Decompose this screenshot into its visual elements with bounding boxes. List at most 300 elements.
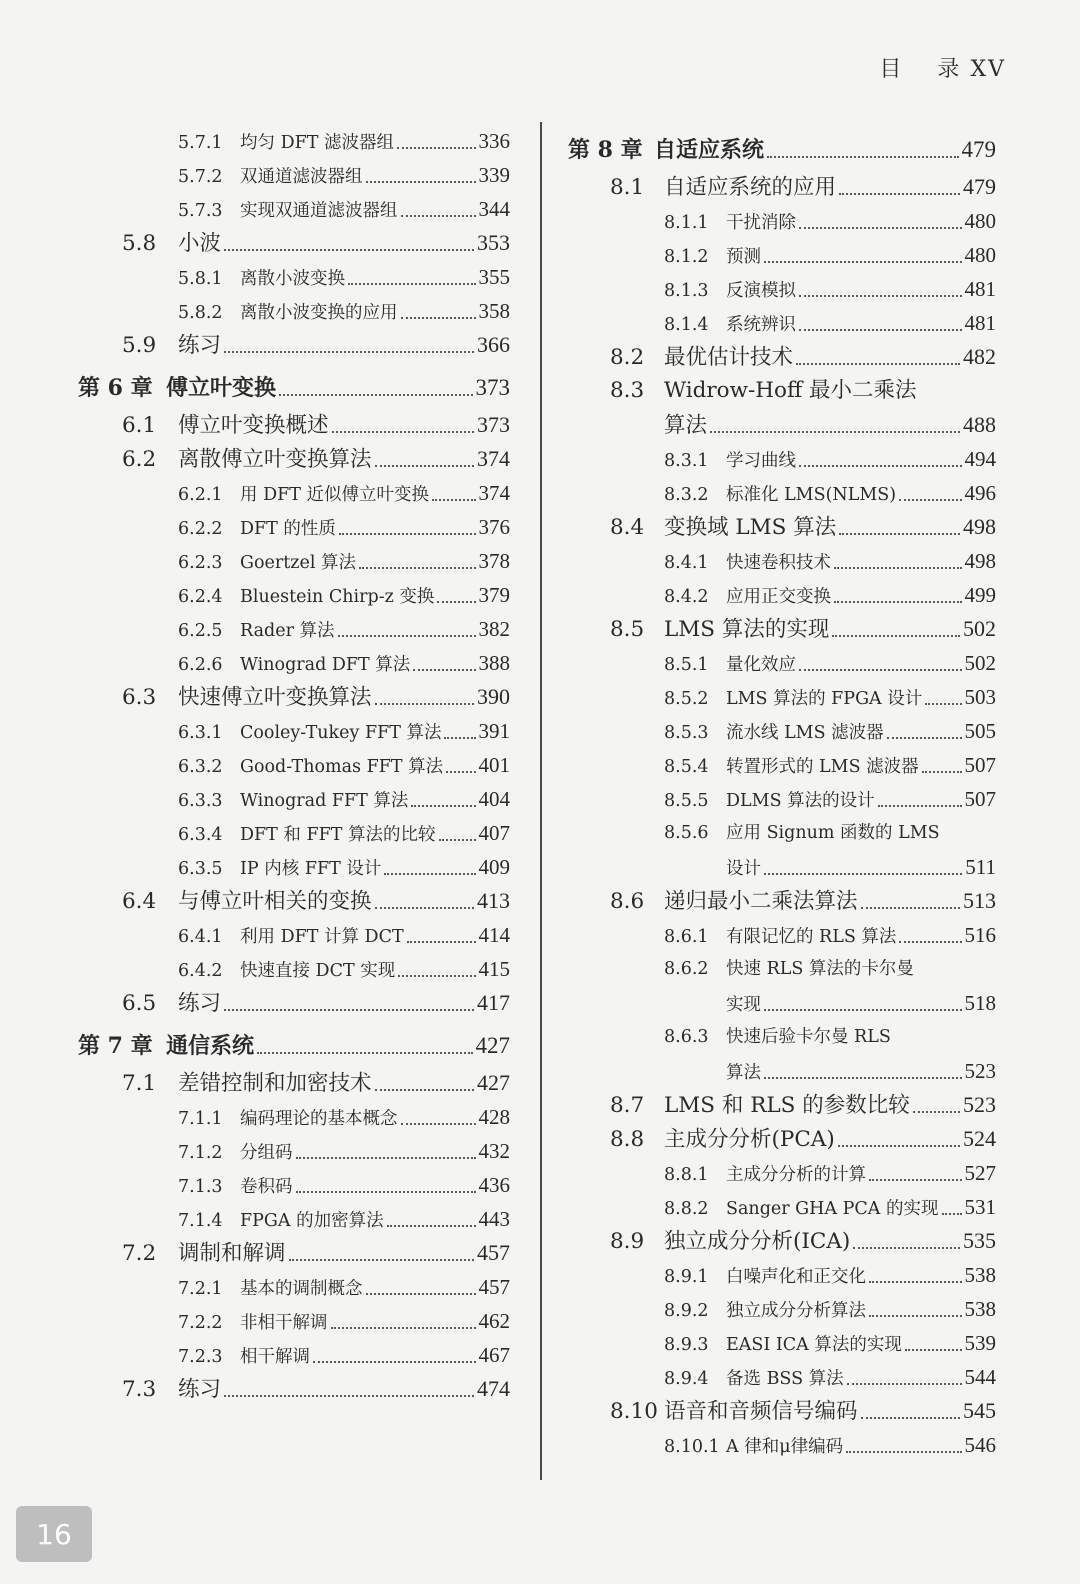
dot-leader — [799, 295, 962, 297]
dot-leader — [413, 669, 475, 671]
toc-entry-title: 标准化 LMS(NLMS) — [726, 485, 897, 505]
toc-entry-title: 卷积码 — [240, 1177, 293, 1197]
toc-entry-page: 443 — [478, 1207, 510, 1231]
dot-leader — [332, 431, 474, 433]
toc-entry-sub — [78, 612, 510, 646]
toc-entry-title: 系统辨识 — [726, 315, 796, 335]
toc-entry-chapter — [78, 1026, 510, 1066]
toc-entry-title: LMS 算法的 FPGA 设计 — [726, 689, 923, 709]
toc-entry-page: 413 — [477, 888, 510, 913]
toc-entry-number: 8.8.1 — [664, 1165, 709, 1185]
dot-leader — [224, 1009, 474, 1011]
toc-entry-chapter — [568, 130, 996, 170]
toc-entry-number: 8.3.2 — [664, 485, 709, 505]
toc-entry-page: 498 — [963, 514, 996, 539]
toc-entry-sub — [78, 1338, 510, 1372]
dot-leader — [942, 1213, 962, 1215]
toc-entry-section — [78, 1372, 510, 1406]
toc-entry-page: 373 — [475, 375, 510, 400]
dot-leader — [838, 1145, 960, 1147]
toc-entry-number: 8.5.6 — [664, 823, 709, 843]
toc-entry-number: 5.7.2 — [178, 167, 223, 187]
toc-entry-page: 518 — [964, 991, 996, 1015]
dot-leader — [861, 1417, 960, 1419]
dot-leader — [432, 499, 476, 501]
toc-entry-number: 6.1 — [122, 413, 157, 438]
toc-entry-number: 5.8 — [122, 231, 157, 256]
toc-entry-title: 与傅立叶相关的变换 — [178, 889, 372, 914]
toc-entry-page: 339 — [478, 163, 510, 187]
toc-entry-number: 8.6 — [610, 889, 645, 914]
toc-entry-page: 474 — [477, 1376, 510, 1401]
dot-leader — [925, 703, 961, 705]
toc-entry-sub — [568, 952, 996, 986]
toc-entry-number: 6.2.2 — [178, 519, 223, 539]
toc-entry-title: Good-Thomas FFT 算法 — [240, 757, 444, 777]
toc-entry-page: 531 — [964, 1195, 996, 1219]
toc-entry-number: 8.6.1 — [664, 927, 709, 947]
dot-leader — [710, 431, 960, 433]
toc-entry-sub — [568, 918, 996, 952]
toc-entry-number: 6.2.1 — [178, 485, 223, 505]
toc-entry-sub — [78, 1134, 510, 1168]
toc-entry-title: 自适应系统 — [654, 137, 765, 163]
toc-entry-number: 8.9 — [610, 1229, 645, 1254]
dot-leader — [224, 249, 474, 251]
toc-entry-number: 6.3.2 — [178, 757, 223, 777]
toc-entry-title: 离散小波变换 — [240, 269, 345, 289]
toc-entry-sub — [568, 476, 996, 510]
toc-entry-title: 白噪声化和正交化 — [726, 1267, 866, 1287]
toc-left-column — [78, 124, 510, 1406]
dot-leader — [887, 737, 962, 739]
toc-entry-number: 6.3.3 — [178, 791, 223, 811]
toc-entry-title: FPGA 的加密算法 — [240, 1211, 384, 1231]
toc-entry-title: 快速 RLS 算法的卡尔曼 — [726, 959, 914, 979]
toc-entry-sub — [568, 1258, 996, 1292]
toc-entry-title: 独立成分分析(ICA) — [664, 1229, 851, 1254]
dot-leader — [799, 465, 962, 467]
toc-entry-page: 524 — [963, 1126, 996, 1151]
toc-entry-sub — [568, 204, 996, 238]
toc-entry-sub — [568, 646, 996, 680]
toc-entry-page: 496 — [964, 481, 996, 505]
dot-leader — [861, 907, 960, 909]
toc-entry-sub — [78, 578, 510, 612]
toc-entry-number: 8.5.5 — [664, 791, 709, 811]
dot-leader — [407, 941, 476, 943]
toc-entry-title-cont: 算法 — [664, 413, 708, 438]
toc-entry-title: 语音和音频信号编码 — [664, 1399, 858, 1424]
toc-entry-number: 8.1.2 — [664, 247, 709, 267]
toc-entry-page: 481 — [964, 311, 996, 335]
dot-leader — [331, 1327, 476, 1329]
toc-entry-title: 主成分分析(PCA) — [664, 1127, 835, 1152]
toc-entry-title: 傅立叶变换 — [166, 375, 277, 401]
toc-entry-title: Widrow-Hoff 最小二乘法 — [664, 378, 917, 403]
toc-entry-title: LMS 算法的实现 — [664, 617, 830, 642]
toc-entry-sub — [568, 816, 996, 850]
toc-entry-number: 8.9.4 — [664, 1369, 709, 1389]
dot-leader — [446, 771, 475, 773]
toc-entry-section — [568, 1122, 996, 1156]
toc-entry-sub — [568, 680, 996, 714]
toc-entry-sub — [78, 748, 510, 782]
toc-entry-page: 502 — [963, 616, 996, 641]
dot-leader — [384, 873, 475, 875]
toc-entry-number: 8.6.3 — [664, 1027, 709, 1047]
dot-leader — [401, 1123, 476, 1125]
toc-entry-sub — [568, 238, 996, 272]
toc-entry-section — [78, 986, 510, 1020]
toc-entry-title: 实现双通道滤波器组 — [240, 201, 398, 221]
toc-entry-title: 快速卷积技术 — [726, 553, 831, 573]
toc-entry-page: 462 — [478, 1309, 510, 1333]
toc-entry-sub — [78, 918, 510, 952]
toc-entry-title: 快速直接 DCT 实现 — [240, 961, 396, 981]
toc-entry-sub — [568, 1360, 996, 1394]
toc-entry-page: 374 — [478, 481, 510, 505]
toc-entry-number: 8.9.2 — [664, 1301, 709, 1321]
toc-entry-title: 练习 — [178, 1377, 222, 1402]
toc-entry-number: 8.5.4 — [664, 757, 709, 777]
toc-entry-page: 499 — [964, 583, 996, 607]
toc-entry-title: 学习曲线 — [726, 451, 796, 471]
dot-leader — [839, 533, 960, 535]
toc-entry-title: Rader 算法 — [240, 621, 335, 641]
dot-leader — [397, 147, 476, 149]
toc-entry-title: A 律和μ律编码 — [726, 1437, 844, 1457]
toc-entry-number: 6.2 — [122, 447, 157, 472]
toc-entry-title: 变换域 LMS 算法 — [664, 515, 837, 540]
toc-entry-title-cont: 实现 — [726, 995, 761, 1015]
dot-leader — [375, 703, 474, 705]
dot-leader — [339, 533, 476, 535]
toc-entry-title: Bluestein Chirp-z 变换 — [240, 587, 435, 607]
toc-entry-section — [78, 408, 510, 442]
toc-entry-page: 366 — [477, 332, 510, 357]
toc-entry-title: Winograd FFT 算法 — [240, 791, 409, 811]
toc-entry-sub — [78, 1304, 510, 1338]
toc-entry-page: 507 — [964, 753, 996, 777]
toc-entry-number: 8.1.4 — [664, 315, 709, 335]
dot-leader — [839, 193, 960, 195]
toc-entry-number: 8.8.2 — [664, 1199, 709, 1219]
toc-entry-section — [568, 170, 996, 204]
dot-leader — [366, 181, 476, 183]
toc-entry-page: 427 — [477, 1070, 510, 1095]
toc-entry-sub — [78, 646, 510, 680]
toc-entry-page: 404 — [478, 787, 510, 811]
dot-leader — [401, 317, 476, 319]
toc-entry-page: 538 — [964, 1263, 996, 1287]
toc-entry-number: 8.5.2 — [664, 689, 709, 709]
running-head-part2: 录 — [937, 57, 962, 82]
toc-entry-title: 快速傅立叶变换算法 — [178, 685, 372, 710]
dot-leader — [869, 1179, 962, 1181]
toc-entry-number: 8.3.1 — [664, 451, 709, 471]
toc-entry-section — [78, 680, 510, 714]
toc-entry-continuation — [568, 850, 996, 884]
toc-entry-page: 407 — [478, 821, 510, 845]
toc-entry-sub — [568, 544, 996, 578]
toc-entry-chapter — [78, 368, 510, 408]
toc-entry-title: LMS 和 RLS 的参数比较 — [664, 1093, 910, 1118]
toc-entry-section — [78, 442, 510, 476]
dot-leader — [439, 839, 476, 841]
toc-entry-page: 546 — [964, 1433, 996, 1457]
toc-entry-title: 非相干解调 — [240, 1313, 328, 1333]
dot-leader — [411, 805, 475, 807]
toc-entry-title: 分组码 — [240, 1143, 293, 1163]
toc-entry-number: 8.6.2 — [664, 959, 709, 979]
toc-entry-number: 6.3 — [122, 685, 157, 710]
toc-entry-title: 差错控制和加密技术 — [178, 1071, 372, 1096]
toc-entry-title: 快速后验卡尔曼 RLS — [726, 1027, 891, 1047]
toc-entry-sub — [568, 1190, 996, 1224]
toc-entry-title: DLMS 算法的设计 — [726, 791, 875, 811]
dot-leader — [764, 1077, 962, 1079]
toc-entry-title: 流水线 LMS 滤波器 — [726, 723, 884, 743]
toc-entry-number: 5.9 — [122, 333, 157, 358]
toc-entry-page: 467 — [478, 1343, 510, 1367]
toc-entry-title: 基本的调制概念 — [240, 1279, 363, 1299]
toc-entry-page: 428 — [478, 1105, 510, 1129]
toc-entry-sub — [78, 294, 510, 328]
toc-entry-number: 7.1.2 — [178, 1143, 223, 1163]
toc-entry-number: 6.3.1 — [178, 723, 223, 743]
dot-leader — [398, 975, 475, 977]
toc-entry-number: 6.4 — [122, 889, 157, 914]
toc-entry-page: 379 — [478, 583, 510, 607]
toc-entry-title: 编码理论的基本概念 — [240, 1109, 398, 1129]
toc-entry-sub — [78, 510, 510, 544]
dot-leader — [869, 1315, 962, 1317]
toc-entry-sub — [78, 544, 510, 578]
toc-entry-number: 8.10 — [610, 1399, 658, 1424]
toc-entry-sub — [568, 1020, 996, 1054]
toc-entry-title: IP 内核 FFT 设计 — [240, 859, 382, 879]
toc-entry-sub — [568, 1292, 996, 1326]
toc-entry-number: 7.1.3 — [178, 1177, 223, 1197]
toc-entry-title: 用 DFT 近似傅立叶变换 — [240, 485, 429, 505]
toc-entry-number: 8.1.1 — [664, 213, 709, 233]
toc-entry-title: 练习 — [178, 991, 222, 1016]
column-divider — [540, 122, 542, 1480]
dot-leader — [375, 1089, 474, 1091]
toc-entry-sub — [568, 714, 996, 748]
toc-entry-sub — [568, 306, 996, 340]
dot-leader — [847, 1383, 962, 1385]
toc-entry-page: 480 — [964, 209, 996, 233]
toc-entry-title: 离散小波变换的应用 — [240, 303, 398, 323]
toc-entry-page: 388 — [478, 651, 510, 675]
toc-entry-sub — [568, 1326, 996, 1360]
toc-entry-number: 第 6 章 — [78, 375, 153, 401]
dot-leader — [799, 227, 962, 229]
toc-entry-page: 481 — [964, 277, 996, 301]
toc-entry-title: 应用正交变换 — [726, 587, 831, 607]
toc-entry-title: DFT 的性质 — [240, 519, 336, 539]
toc-entry-page: 511 — [965, 855, 996, 879]
toc-entry-section — [568, 340, 996, 374]
toc-entry-number: 第 8 章 — [568, 137, 643, 163]
dot-leader — [834, 601, 962, 603]
dot-leader — [899, 499, 961, 501]
toc-entry-page: 409 — [478, 855, 510, 879]
dot-leader — [375, 465, 474, 467]
toc-entry-number: 8.7 — [610, 1093, 645, 1118]
dot-leader — [296, 1191, 476, 1193]
toc-entry-page: 503 — [964, 685, 996, 709]
toc-entry-number: 6.5 — [122, 991, 157, 1016]
toc-entry-sub — [78, 1168, 510, 1202]
toc-entry-page: 355 — [478, 265, 510, 289]
dot-leader — [375, 907, 474, 909]
toc-entry-number: 5.8.2 — [178, 303, 223, 323]
toc-entry-page: 391 — [478, 719, 510, 743]
toc-entry-sub — [78, 260, 510, 294]
toc-entry-title: Goertzel 算法 — [240, 553, 357, 573]
toc-entry-page: 457 — [478, 1275, 510, 1299]
toc-entry-number: 6.2.4 — [178, 587, 223, 607]
toc-entry-title-cont: 设计 — [726, 859, 761, 879]
dot-leader — [289, 1259, 474, 1261]
toc-entry-section — [78, 328, 510, 362]
toc-entry-page: 523 — [964, 1059, 996, 1083]
toc-entry-page: 539 — [964, 1331, 996, 1355]
toc-entry-title: 自适应系统的应用 — [664, 175, 837, 200]
toc-entry-number: 6.3.5 — [178, 859, 223, 879]
toc-entry-section — [78, 226, 510, 260]
toc-entry-page: 358 — [478, 299, 510, 323]
toc-entry-title: 独立成分分析算法 — [726, 1301, 866, 1321]
toc-entry-page: 378 — [478, 549, 510, 573]
dot-leader — [296, 1157, 476, 1159]
dot-leader — [853, 1247, 960, 1249]
toc-entry-number: 5.7.3 — [178, 201, 223, 221]
toc-entry-title: 转置形式的 LMS 滤波器 — [726, 757, 919, 777]
toc-entry-number: 7.2.1 — [178, 1279, 223, 1299]
toc-entry-sub — [568, 578, 996, 612]
dot-leader — [905, 1349, 962, 1351]
toc-entry-sub — [78, 782, 510, 816]
toc-entry-page: 401 — [478, 753, 510, 777]
toc-entry-number: 8.1 — [610, 175, 645, 200]
toc-entry-title: 应用 Signum 函数的 LMS — [726, 823, 940, 843]
toc-entry-title: EASI ICA 算法的实现 — [726, 1335, 902, 1355]
toc-entry-title-cont: 算法 — [726, 1063, 761, 1083]
dot-leader — [899, 941, 961, 943]
toc-entry-section — [568, 510, 996, 544]
dot-leader — [799, 669, 962, 671]
toc-entry-page: 523 — [963, 1092, 996, 1117]
toc-entry-sub — [78, 714, 510, 748]
toc-entry-title: 主成分分析的计算 — [726, 1165, 866, 1185]
dot-leader — [348, 283, 476, 285]
toc-entry-page: 482 — [963, 344, 996, 369]
toc-entry-title: 预测 — [726, 247, 761, 267]
toc-entry-page: 390 — [477, 684, 510, 709]
running-head-page: XV — [970, 57, 1006, 82]
toc-entry-section — [78, 1066, 510, 1100]
toc-entry-page: 457 — [477, 1240, 510, 1265]
dot-leader — [767, 156, 958, 158]
toc-entry-number: 6.3.4 — [178, 825, 223, 845]
dot-leader — [764, 1009, 962, 1011]
dot-leader — [799, 329, 962, 331]
dot-leader — [366, 1293, 476, 1295]
toc-entry-title: 离散傅立叶变换算法 — [178, 447, 372, 472]
toc-entry-sub — [568, 272, 996, 306]
page-number-badge: 16 — [16, 1506, 92, 1562]
toc-entry-sub — [568, 1156, 996, 1190]
toc-entry-number: 6.2.5 — [178, 621, 223, 641]
toc-entry-page: 538 — [964, 1297, 996, 1321]
toc-entry-number: 8.5 — [610, 617, 645, 642]
toc-entry-number: 8.5.3 — [664, 723, 709, 743]
toc-entry-number: 7.2.3 — [178, 1347, 223, 1367]
toc-entry-section — [568, 1088, 996, 1122]
toc-entry-page: 374 — [477, 446, 510, 471]
toc-entry-title: 调制和解调 — [178, 1241, 286, 1266]
toc-entry-number: 7.2 — [122, 1241, 157, 1266]
toc-entry-page: 513 — [963, 888, 996, 913]
toc-entry-number: 8.3 — [610, 378, 645, 403]
toc-entry-title: Winograd DFT 算法 — [240, 655, 411, 675]
toc-entry-sub — [78, 850, 510, 884]
toc-entry-title: 傅立叶变换概述 — [178, 413, 329, 438]
toc-entry-page: 427 — [475, 1033, 510, 1058]
toc-entry-number: 5.7.1 — [178, 133, 223, 153]
toc-entry-title: Cooley-Tukey FFT 算法 — [240, 723, 442, 743]
toc-entry-page: 544 — [964, 1365, 996, 1389]
toc-entry-number: 7.1.4 — [178, 1211, 223, 1231]
toc-entry-title: 利用 DFT 计算 DCT — [240, 927, 404, 947]
toc-entry-number: 第 7 章 — [78, 1033, 153, 1059]
toc-entry-number: 6.4.2 — [178, 961, 223, 981]
toc-entry-title: 量化效应 — [726, 655, 796, 675]
toc-entry-page: 505 — [964, 719, 996, 743]
toc-entry-number: 8.4.1 — [664, 553, 709, 573]
toc-entry-title: 备选 BSS 算法 — [726, 1369, 844, 1389]
toc-entry-section — [568, 1394, 996, 1428]
dot-leader — [224, 1395, 474, 1397]
toc-entry-section — [568, 1224, 996, 1258]
toc-entry-page: 432 — [478, 1139, 510, 1163]
toc-entry-sub — [568, 748, 996, 782]
toc-entry-page: 414 — [478, 923, 510, 947]
dot-leader — [224, 351, 474, 353]
dot-leader — [359, 567, 475, 569]
toc-entry-page: 502 — [964, 651, 996, 675]
toc-entry-number: 6.2.6 — [178, 655, 223, 675]
toc-entry-section — [568, 884, 996, 918]
toc-entry-sub — [568, 1428, 996, 1462]
running-head-part1: 目 — [879, 57, 904, 82]
dot-leader — [846, 1451, 961, 1453]
toc-entry-sub — [78, 1270, 510, 1304]
toc-entry-number: 8.1.3 — [664, 281, 709, 301]
toc-entry-page: 417 — [477, 990, 510, 1015]
toc-entry-number: 7.3 — [122, 1377, 157, 1402]
toc-entry-number: 8.5.1 — [664, 655, 709, 675]
dot-leader — [401, 215, 476, 217]
dot-leader — [764, 873, 962, 875]
toc-entry-title: 练习 — [178, 333, 222, 358]
toc-entry-continuation — [568, 408, 996, 442]
running-head — [879, 52, 1006, 83]
